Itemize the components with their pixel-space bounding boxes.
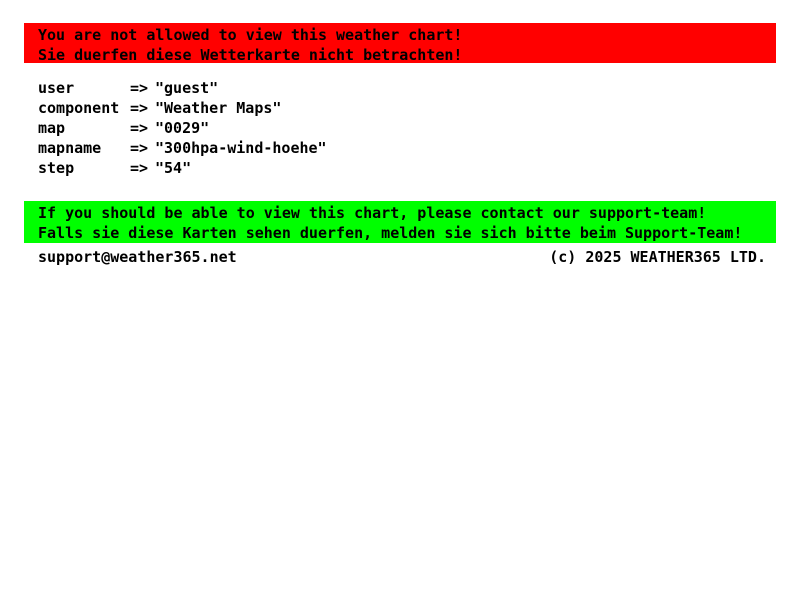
arrow-glyph: =>: [130, 79, 149, 97]
support-line-de: Falls sie diese Karten sehen duerfen, melden sie sich bitte beim Support-Team!: [38, 224, 743, 242]
detail-row-component: [38, 98, 327, 118]
arrow-glyph: =>: [130, 119, 149, 137]
detail-value: "54": [155, 159, 192, 177]
detail-row-mapname: [38, 138, 327, 158]
detail-value: "0029": [155, 119, 210, 137]
access-denied-banner: [24, 23, 776, 63]
support-banner: [24, 201, 776, 243]
detail-key: mapname: [38, 139, 102, 157]
request-details: [38, 78, 327, 178]
arrow-glyph: =>: [130, 139, 149, 157]
detail-row-map: [38, 118, 327, 138]
arrow-glyph: =>: [130, 99, 149, 117]
support-email: support@weather365.net: [38, 248, 237, 266]
detail-key: map: [38, 119, 66, 137]
detail-row-user: [38, 78, 327, 98]
footer: [38, 247, 766, 267]
detail-key: component: [38, 99, 120, 117]
access-denied-line-en: You are not allowed to view this weather chart!: [38, 26, 463, 44]
support-line-en: If you should be able to view this chart, please contact our support-team!: [38, 204, 707, 222]
detail-value: "guest": [155, 79, 219, 97]
access-denied-line-de: Sie duerfen diese Wetterkarte nicht betrachten!: [38, 46, 463, 63]
detail-row-step: [38, 158, 327, 178]
detail-key: user: [38, 79, 75, 97]
detail-value: "Weather Maps": [155, 99, 282, 117]
detail-key: step: [38, 159, 75, 177]
arrow-glyph: =>: [130, 159, 149, 177]
detail-value: "300hpa-wind-hoehe": [155, 139, 327, 157]
copyright-notice: (c) 2025 WEATHER365 LTD.: [549, 248, 766, 266]
